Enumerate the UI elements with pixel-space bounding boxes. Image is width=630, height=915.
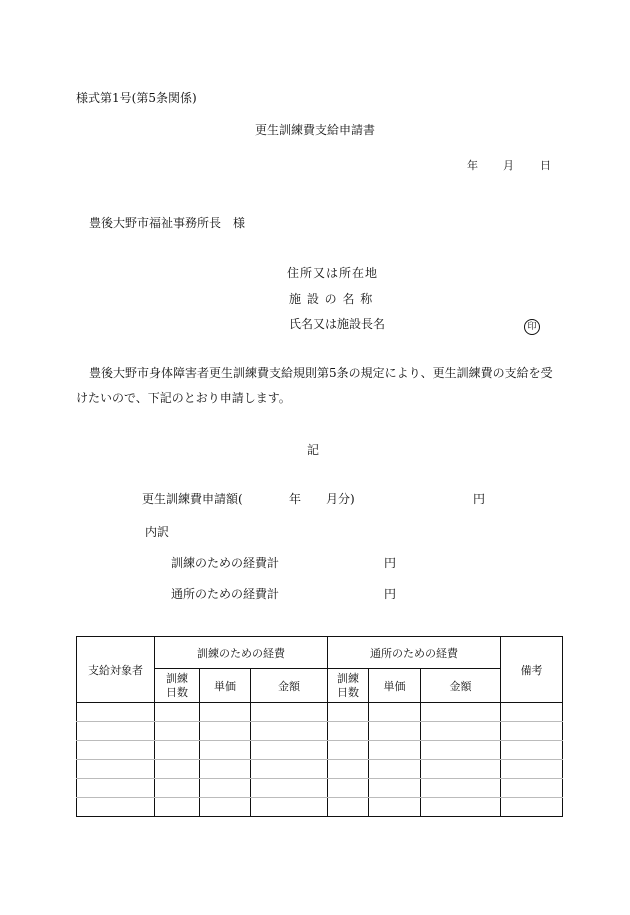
- seal-icon: 印: [524, 319, 540, 335]
- table-cell[interactable]: [369, 703, 421, 722]
- header-commute-group: 通所のための経費: [328, 637, 501, 669]
- table-row: [77, 779, 563, 798]
- table-cell[interactable]: [77, 703, 155, 722]
- table-row: [77, 760, 563, 779]
- header-commute-days-line2: 日数: [337, 685, 360, 699]
- table-cell[interactable]: [421, 760, 501, 779]
- name-label: 氏名又は施設長名: [289, 317, 386, 331]
- request-amount-yen: 円: [473, 492, 486, 506]
- table-cell[interactable]: [369, 741, 421, 760]
- table-cell[interactable]: [200, 760, 251, 779]
- header-commute-amount: 金額: [421, 669, 501, 703]
- header-remarks: 備考: [501, 637, 563, 703]
- table-cell[interactable]: [369, 722, 421, 741]
- table-cell[interactable]: [328, 722, 369, 741]
- table-cell[interactable]: [155, 722, 200, 741]
- table-body: [77, 703, 563, 817]
- breakdown-label: 内訳: [145, 525, 170, 539]
- table-cell[interactable]: [369, 779, 421, 798]
- table-row: [77, 703, 563, 722]
- table-cell[interactable]: [155, 779, 200, 798]
- request-amount-label: 更生訓練費申請額(: [142, 492, 243, 506]
- table-row: [77, 798, 563, 817]
- table-cell[interactable]: [421, 703, 501, 722]
- table-cell[interactable]: [200, 798, 251, 817]
- table-cell[interactable]: [328, 703, 369, 722]
- table-cell[interactable]: [501, 722, 563, 741]
- header-training-days-line1: 訓練: [166, 671, 188, 685]
- table-cell[interactable]: [155, 703, 200, 722]
- table-cell[interactable]: [421, 741, 501, 760]
- table-cell[interactable]: [501, 741, 563, 760]
- date-month: 月: [503, 159, 514, 172]
- table-cell[interactable]: [328, 798, 369, 817]
- table-cell[interactable]: [421, 779, 501, 798]
- table-cell[interactable]: [369, 798, 421, 817]
- request-amount-year: 年: [289, 492, 302, 506]
- table-cell[interactable]: [155, 760, 200, 779]
- table-cell[interactable]: [421, 798, 501, 817]
- header-commute-days-line1: 訓練: [337, 671, 360, 685]
- facility-name-label: 施 設 の 名 称: [289, 292, 374, 306]
- address-label: 住所又は所在地: [287, 266, 379, 280]
- table-cell[interactable]: [155, 798, 200, 817]
- header-commute-unit-price: 単価: [369, 669, 421, 703]
- table-cell[interactable]: [251, 703, 328, 722]
- header-training-unit-price: 単価: [200, 669, 251, 703]
- form-number: 様式第1号(第5条関係): [76, 91, 197, 105]
- table-cell[interactable]: [200, 741, 251, 760]
- date-year: 年: [467, 159, 478, 172]
- table-cell[interactable]: [200, 779, 251, 798]
- table-cell[interactable]: [328, 760, 369, 779]
- table-row: [77, 741, 563, 760]
- table-row: [77, 722, 563, 741]
- table-cell[interactable]: [501, 760, 563, 779]
- table-cell[interactable]: [251, 741, 328, 760]
- header-training-group: 訓練のための経費: [155, 637, 328, 669]
- table-cell[interactable]: [200, 703, 251, 722]
- body-text-line-2: けたいので、下記のとおり申請します。: [76, 391, 291, 405]
- training-total-label: 訓練のための経費計: [171, 556, 280, 570]
- table-cell[interactable]: [155, 741, 200, 760]
- table-cell[interactable]: [421, 722, 501, 741]
- table-cell[interactable]: [251, 798, 328, 817]
- table-cell[interactable]: [77, 722, 155, 741]
- table-cell[interactable]: [200, 722, 251, 741]
- table-cell[interactable]: [501, 798, 563, 817]
- header-training-days-line2: 日数: [166, 685, 188, 699]
- table-cell[interactable]: [77, 779, 155, 798]
- header-training-amount: 金額: [251, 669, 328, 703]
- header-commute-days: [328, 669, 369, 703]
- commute-total-label: 通所のための経費計: [171, 587, 280, 601]
- commute-total-yen: 円: [384, 587, 397, 601]
- addressee: 豊後大野市福祉事務所長 様: [89, 216, 246, 230]
- table-cell[interactable]: [251, 760, 328, 779]
- header-training-days: [155, 669, 200, 703]
- body-text-line-1: 豊後大野市身体障害者更生訓練費支給規則第5条の規定により、更生訓練費の支給を受: [89, 366, 553, 380]
- table-cell[interactable]: [328, 741, 369, 760]
- table-cell[interactable]: [369, 760, 421, 779]
- expense-table: [76, 636, 563, 817]
- date-day: 日: [540, 159, 551, 172]
- table-cell[interactable]: [77, 798, 155, 817]
- training-total-yen: 円: [384, 556, 397, 570]
- table-cell[interactable]: [251, 779, 328, 798]
- table-cell[interactable]: [77, 741, 155, 760]
- ki-heading: 記: [307, 443, 320, 457]
- table-cell[interactable]: [501, 703, 563, 722]
- table-cell[interactable]: [328, 779, 369, 798]
- page-title: 更生訓練費支給申請書: [255, 123, 376, 137]
- table-cell[interactable]: [251, 722, 328, 741]
- seal-mark: [524, 314, 540, 335]
- table-cell[interactable]: [501, 779, 563, 798]
- header-recipient: 支給対象者: [77, 637, 155, 703]
- request-amount-month: 月分): [326, 492, 355, 506]
- table-cell[interactable]: [77, 760, 155, 779]
